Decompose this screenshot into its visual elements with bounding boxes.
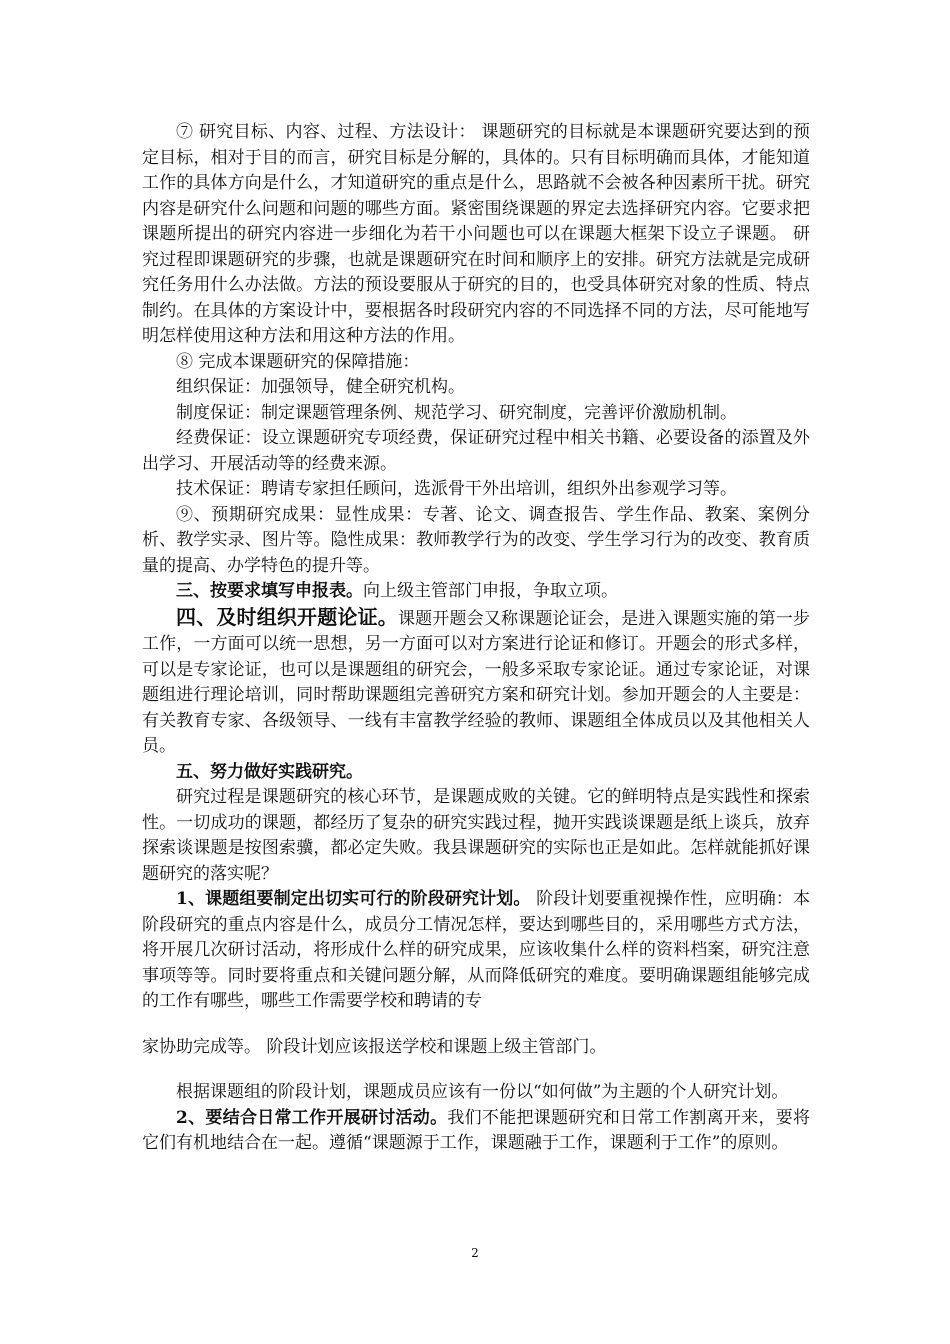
paragraph-text: 我们不能把课题研究和日常工作割离开来，要将它们有机地结合在一起。遵循“课题源于工作，课题融于工作，课题利于工作”的原则。 — [142, 1107, 811, 1153]
paragraph-stage-plan — [142, 887, 810, 1015]
paragraph-text: 研究过程是课题研究的核心环节，是课题成败的关键。它的鲜明特点是实践性和探索性。一切成功的课题，都经历了复杂的研究实践过程，抛开实践谈课题是纸上谈兵，放弃探索谈课题是按图索骥，都必定失败。我县课题研究的实际也正是如此。怎样就能抓好课题研究的落实呢？ — [142, 787, 810, 884]
section-heading: 三、按要求填写申报表。 — [176, 581, 363, 601]
page-number: 2 — [471, 1246, 479, 1260]
document-body — [142, 120, 810, 1157]
paragraph-section-four — [142, 605, 810, 760]
paragraph-organization — [142, 375, 810, 401]
paragraph-text: 经费保证：设立课题研究专项经费，保证研究过程中相关书籍、必要设备的添置及外出学习、开展活动等的经费来源。 — [142, 428, 810, 474]
paragraph-research-design — [142, 120, 810, 350]
paragraph-text: ⑨、预期研究成果：显性成果：专著、论文、调查报告、学生作品、教案、案例分析、教学实录、图片等。隐性成果：教师教学行为的改变、学生学习行为的改变、教育质量的提高、办学特色的提升等。 — [142, 504, 810, 576]
paragraph-personal-plan — [142, 1080, 810, 1106]
paragraph-system — [142, 401, 810, 427]
paragraph-text: 技术保证：聘请专家担任顾问，选派骨干外出培训，组织外出参观学习等。 — [176, 479, 737, 499]
paragraph-text: 组织保证：加强领导，健全研究机构。 — [176, 377, 465, 397]
subsection-heading: 2、要结合日常工作开展研讨活动。 — [176, 1107, 448, 1128]
paragraph-text: 根据课题组的阶段计划，课题成员应该有一份以“如何做”为主题的个人研究计划。 — [176, 1082, 789, 1102]
section-heading: 五、努力做好实践研究。 — [176, 761, 363, 782]
paragraph-text: 阶段计划要重视操作性，应明确：本阶段研究的重点内容是什么，成员分工情况怎样，要达到哪些目的，采用哪些方式方法，将开展几次研讨活动，将形成什么样的研究成果，应该收集什么样的资料档案，研究注意事项等等。同时要将重点和关键问题分解，从而降低研究的难度。要明确课题组能够完成的工作有哪些，哪些工作需要学校和聘请的专 — [142, 889, 811, 1011]
paragraph-section-three — [142, 579, 810, 605]
paragraph-text: ⑦ 研究目标、内容、过程、方法设计： 课题研究的目标就是本课题研究要达到的预定目标，相对于目的而言，研究目标是分解的，具体的。只有目标明确而具体，才能知道工作的具体方向是什么，才知道研究的重点是什么，思路就不会被各种因素所干扰。研究内容是研究什么问题和问题的哪些方面。紧密围绕课题的界定去选择研究内容。它要求把课题所提出的研究内容进一步细化为若干小问题也可以在课题大框架下设立子课题。 研究过程即课题研究的步骤，也就是课题研究在时间和顺序上的安排。研究方法就是完成研究任务用什么办法做。方法的预设要服从于研究的目的，也受具体研究对象的性质、特点制约。在具体的方案设计中，要根据各时段研究内容的不同选择不同的方法，尽可能地写明怎样使用这种方法和用这种方法的作用。 — [142, 122, 810, 346]
subsection-heading: 1、课题组要制定出切实可行的阶段研究计划。 — [176, 889, 531, 909]
paragraph-text: 家协助完成等。 阶段计划应该报送学校和课题上级主管部门。 — [142, 1036, 607, 1057]
paragraph-section-five — [142, 760, 810, 786]
paragraph-text: 向上级主管部门申报，争取立项。 — [363, 581, 618, 601]
paragraph-text: ⑧ 完成本课题研究的保障措施： — [176, 351, 420, 372]
paragraph-research-process — [142, 785, 810, 887]
section-heading: 四、及时组织开题论证。 — [176, 604, 398, 629]
paragraph-text: 制度保证：制定课题管理条例、规范学习、研究制度，完善评价激励机制。 — [176, 402, 737, 423]
paragraph-text: 课题开题会又称课题论证会，是进入课题实施的第一步工作，一方面可以统一思想，另一方面可以对方案进行论证和修订。开题会的形式多样，可以是专家论证，也可以是课题组的研究会，一般多采取专家论证。通过专家论证，对课题组进行理论培训，同时帮助课题组完善研究方案和研究计划。参加开题会的人主要是：有关教育专家、各级领导、一线有丰富教学经验的教师、课题组全体成员以及其他相关人员。 — [142, 608, 811, 756]
paragraph-funding — [142, 426, 810, 477]
paragraph-technology — [142, 477, 810, 503]
paragraph-expected-results — [142, 503, 810, 580]
paragraph-stage-plan-continued — [142, 1035, 810, 1061]
paragraph-safeguards — [142, 350, 810, 376]
paragraph-daily-work — [142, 1106, 810, 1157]
